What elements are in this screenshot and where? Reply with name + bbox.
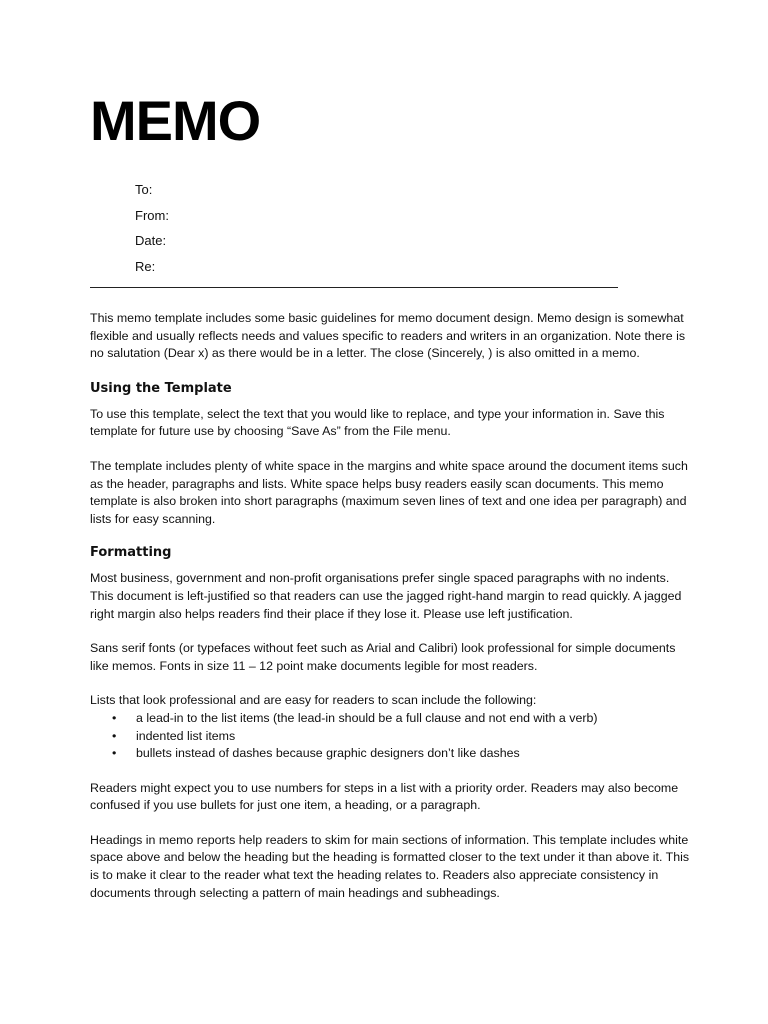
list-item-text: bullets instead of dashes because graphic designers don’t like dashes — [136, 746, 520, 761]
bullet-icon: • — [112, 746, 117, 761]
using-paragraph-1: To use this template, select the text that you would like to replace, and type your information in. Save this template for future use by choosing “Save As” from the File menu. — [90, 406, 665, 439]
list-item — [90, 745, 690, 763]
intro-paragraph: This memo template includes some basic guidelines for memo document design. Memo design is somewhat flexible and usually reflects needs and values specific to readers and writers in an organization. Note there is no salutation (Dear x) as there would be in a letter. The close (Sincerely, ) is also omitted in a memo. — [90, 311, 686, 361]
using-paragraph-2: The template includes plenty of white space in the margins and white space around the document items such as the header, paragraphs and lists. White space helps busy readers easily scan documents. This memo template is also broken into short paragraphs (maximum seven lines of text and one idea per paragraph) and lists for easy scanning. — [90, 458, 688, 526]
list-item — [90, 728, 690, 746]
memo-title: MEMO — [90, 89, 261, 152]
bullet-icon: • — [112, 710, 117, 725]
list-item-text: a lead-in to the list items (the lead-in should be a full clause and not end with a verb) — [136, 710, 598, 725]
bullet-icon: • — [112, 728, 117, 743]
heading-formatting: Formatting — [90, 545, 172, 561]
heading-using-template: Using the Template — [90, 380, 232, 396]
list-lead-in: Lists that look professional and are easy for readers to scan include the following: — [90, 693, 537, 708]
list-item — [90, 710, 690, 728]
formatting-paragraph-3: Readers might expect you to use numbers for steps in a list with a priority order. Readers may also become confused if you use bullets for just one item, a heading, or a paragraph. — [90, 780, 679, 813]
memo-body — [90, 310, 690, 919]
formatting-paragraph-2: Sans serif fonts (or typefaces without feet such as Arial and Calibri) look professional for simple documents like memos. Fonts in size 11 – 12 point make documents legible for most readers. — [90, 641, 676, 673]
formatting-paragraph-4: Headings in memo reports help readers to skim for main sections of information. This template includes white space above and below the heading but the heading is formatted closer to the text under it than above it. This is to make it clear to the reader what text the heading relates to. Readers also appreciate consistency in documents through selecting a pattern of main headings and subheadings. — [90, 832, 690, 900]
date-field-label: Date: — [135, 233, 167, 248]
to-field-label: To: — [135, 182, 153, 197]
memo-header-fields — [135, 177, 169, 279]
from-field-label: From: — [135, 207, 169, 223]
list-item-text: indented list items — [136, 728, 236, 743]
guideline-list — [90, 710, 690, 763]
formatting-paragraph-1: Most business, government and non-profit organisations prefer single spaced paragraphs with no indents. This document is left-justified so that readers can use the jagged right-hand margin to read quickly. A jagged right margin also helps readers find their place if they lose it. Please use left justification. — [90, 571, 682, 621]
header-divider — [90, 287, 618, 288]
re-field-label: Re: — [135, 258, 156, 274]
